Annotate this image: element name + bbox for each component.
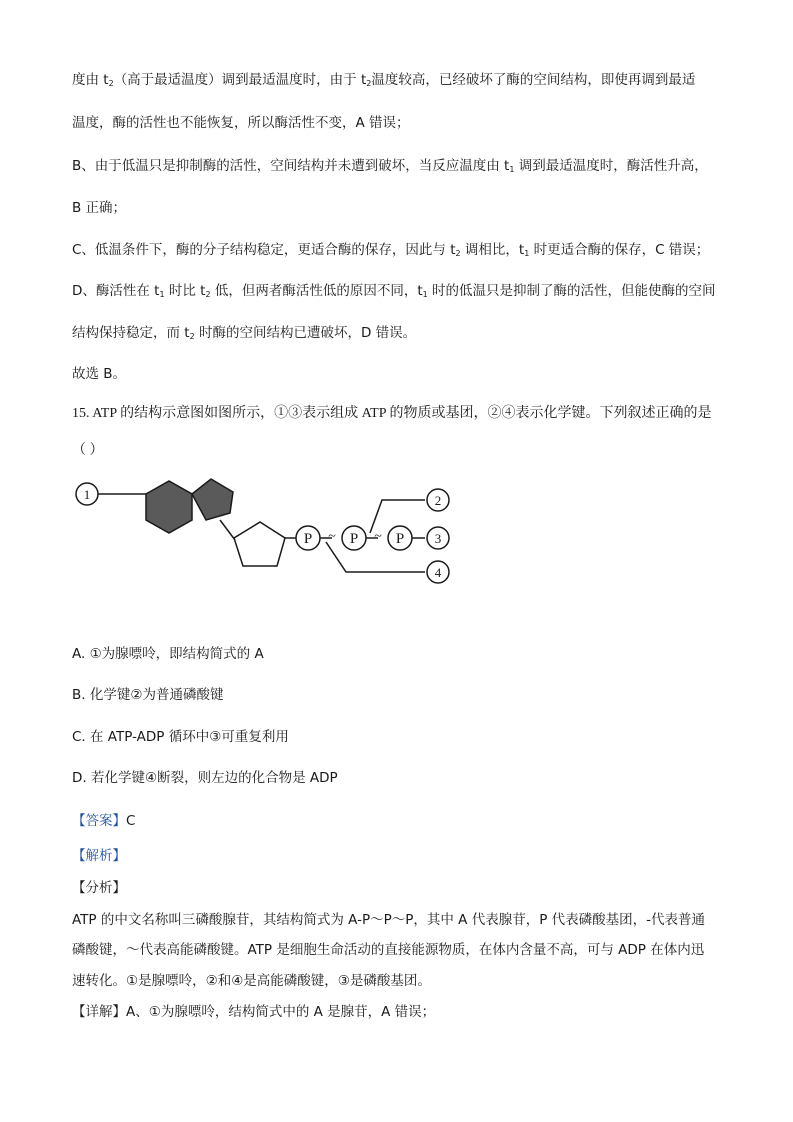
expl-line-3: B、由于低温只是抑制酶的活性，空间结构并未遭到破坏，当反应温度由 $t_1$ 调到最适温度时，酶活性升高， xyxy=(72,158,708,174)
expl-line-2: 温度，酶的活性也不能恢复，所以酶活性不变，A 错误； xyxy=(72,115,410,131)
ribose-pentagon xyxy=(234,522,285,566)
phosphate-2: P xyxy=(349,531,359,547)
adenine-pentagon xyxy=(192,479,233,520)
detail-tag: 【详解】 xyxy=(72,1004,126,1020)
answer-value: C xyxy=(126,813,136,829)
option-a: A. ①为腺嘌呤，即结构简式的 A xyxy=(72,646,264,662)
expl-conclusion: 故选 B。 xyxy=(72,366,127,382)
expl-line-1: 度由 $t_2$（高于最适温度）调到最适温度时，由于 $t_2$温度较高，已经破坏了酶的空间结构，即使再调到最适 xyxy=(72,72,696,88)
bond-tilde-2: ~ xyxy=(374,529,382,544)
detail-text: A、①为腺嘌呤，结构简式中的 A 是腺苷，A 错误； xyxy=(126,1004,436,1020)
option-d: D. 若化学键④断裂，则左边的化合物是 ADP xyxy=(72,770,338,786)
option-c: C. 在 ATP-ADP 循环中③可重复利用 xyxy=(72,729,289,745)
label-3-num: 3 xyxy=(434,531,442,546)
fenxi-tag: 【分析】 xyxy=(72,880,126,896)
option-b: B. 化学键②为普通磷酸键 xyxy=(72,687,224,703)
bond-tilde-1: ~ xyxy=(328,529,336,544)
analysis-p3: 速转化。①是腺嘌呤，②和④是高能磷酸键，③是磷酸基团。 xyxy=(72,973,431,989)
phosphate-3: P xyxy=(395,531,405,547)
label-4-num: 4 xyxy=(434,565,442,580)
adenine-hexagon xyxy=(146,481,192,533)
answer-tag: 【答案】 xyxy=(72,813,126,829)
atp-structure-diagram xyxy=(70,468,470,586)
phosphate-1: P xyxy=(303,531,313,547)
question-stem: 15. ATP 的结构示意图如图所示，①③表示组成 ATP 的物质或基团，②④表示化学键。下列叙述正确的是 xyxy=(72,406,712,421)
label-1-num: 1 xyxy=(83,487,91,502)
question-blank: （ ） xyxy=(72,443,104,458)
expl-line-7: 结构保持稳定，而 $t_2$ 时酶的空间结构已遭破坏，D 错误。 xyxy=(72,325,417,341)
expl-line-5: C、低温条件下，酶的分子结构稳定，更适合酶的保存，因此与 $t_2$ 调相比，$t_1$ 时更适合酶的保存，C 错误； xyxy=(72,242,710,258)
expl-line-4: B 正确； xyxy=(72,200,127,216)
analysis-p1: ATP 的中文名称叫三磷酸腺苷，其结构简式为 A-P～P～P，其中 A 代表腺苷，P 代表磷酸基团，-代表普通 xyxy=(72,912,706,928)
answer-line xyxy=(72,811,135,831)
label-2-num: 2 xyxy=(434,493,442,508)
analysis-tag: 【解析】 xyxy=(72,848,126,864)
expl-line-6: D、酶活性在 $t_1$ 时比 $t_2$ 低，但两者酶活性低的原因不同，$t_1$ 时的低温只是抑制了酶的活性，但能使酶的空间 xyxy=(72,283,716,299)
bond-4-leader xyxy=(326,542,425,572)
detail-line xyxy=(72,1002,435,1022)
analysis-p2: 磷酸键，～代表高能磷酸键。ATP 是细胞生命活动的直接能源物质，在体内含量不高，可与 ADP 在体内迅 xyxy=(72,942,705,958)
